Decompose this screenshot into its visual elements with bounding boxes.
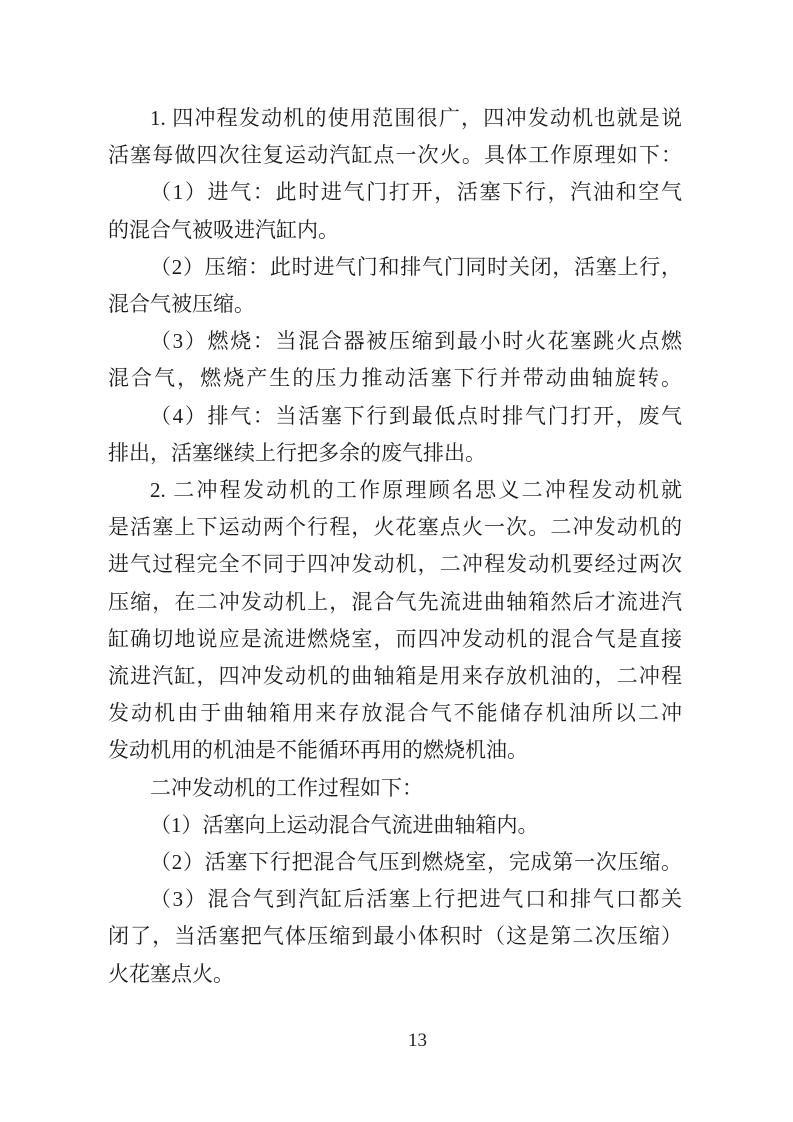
text-line: 活塞每做四次往复运动汽缸点一次火。具体工作原理如下： <box>108 143 682 168</box>
text-line: （3）燃烧：当混合器被压缩到最小时火花塞跳火点燃 <box>150 329 682 354</box>
paragraph <box>108 807 682 844</box>
text-line: 的混合气被吸进汽缸内。 <box>108 217 339 242</box>
text-line: 发动机用的机油是不能循环再用的燃烧机油。 <box>108 738 528 763</box>
paragraph <box>108 472 682 770</box>
paragraph <box>108 881 682 993</box>
paragraph <box>108 100 682 174</box>
text-line: 二冲发动机的工作过程如下： <box>150 775 423 800</box>
text-line: 缸确切地说应是流进燃烧室，而四冲发动机的混合气是直接 <box>108 626 682 651</box>
paragraph <box>108 844 682 881</box>
text-line: 压缩，在二冲发动机上，混合气先流进曲轴箱然后才流进汽 <box>108 589 682 614</box>
text-line: （1）活塞向上运动混合气流进曲轴箱内。 <box>150 812 539 837</box>
text-line: 排出，活塞继续上行把多余的废气排出。 <box>108 440 486 465</box>
text-line: 2. 二冲程发动机的工作原理顾名思义二冲程发动机就 <box>150 478 682 503</box>
text-line: 混合气，燃烧产生的压力推动活塞下行并带动曲轴旋转。 <box>108 366 682 391</box>
paragraph <box>108 770 682 807</box>
text-line: 闭了，当活塞把气体压缩到最小体积时（这是第二次压缩） <box>108 924 682 949</box>
text-line: （2）活塞下行把混合气压到燃烧室，完成第一次压缩。 <box>150 850 682 875</box>
text-line: （2）压缩：此时进气门和排气门同时关闭，活塞上行， <box>150 254 682 279</box>
paragraph <box>108 174 682 248</box>
text-line: 发动机由于曲轴箱用来存放混合气不能储存机油所以二冲 <box>108 701 682 726</box>
text-line: （3）混合气到汽缸后活塞上行把进气口和排气口都关 <box>150 887 682 912</box>
text-line: （1）进气：此时进气门打开，活塞下行，汽油和空气 <box>150 180 682 205</box>
paragraph <box>108 323 682 397</box>
text-line: 流进汽缸，四冲发动机的曲轴箱是用来存放机油的，二冲程 <box>108 664 682 689</box>
paragraph <box>108 249 682 323</box>
page-number: 13 <box>408 1030 427 1051</box>
text-line: 是活塞上下运动两个行程，火花塞点火一次。二冲发动机的 <box>108 515 682 540</box>
text-line: （4）排气：当活塞下行到最低点时排气门打开，废气 <box>150 403 682 428</box>
text-line: 混合气被压缩。 <box>108 292 255 317</box>
text-line: 火花塞点火。 <box>108 961 234 986</box>
paragraph <box>108 398 682 472</box>
text-line: 1. 四冲程发动机的使用范围很广，四冲发动机也就是说 <box>150 106 682 130</box>
document-body <box>108 100 682 993</box>
text-line: 进气过程完全不同于四冲发动机，二冲程发动机要经过两次 <box>108 552 682 577</box>
